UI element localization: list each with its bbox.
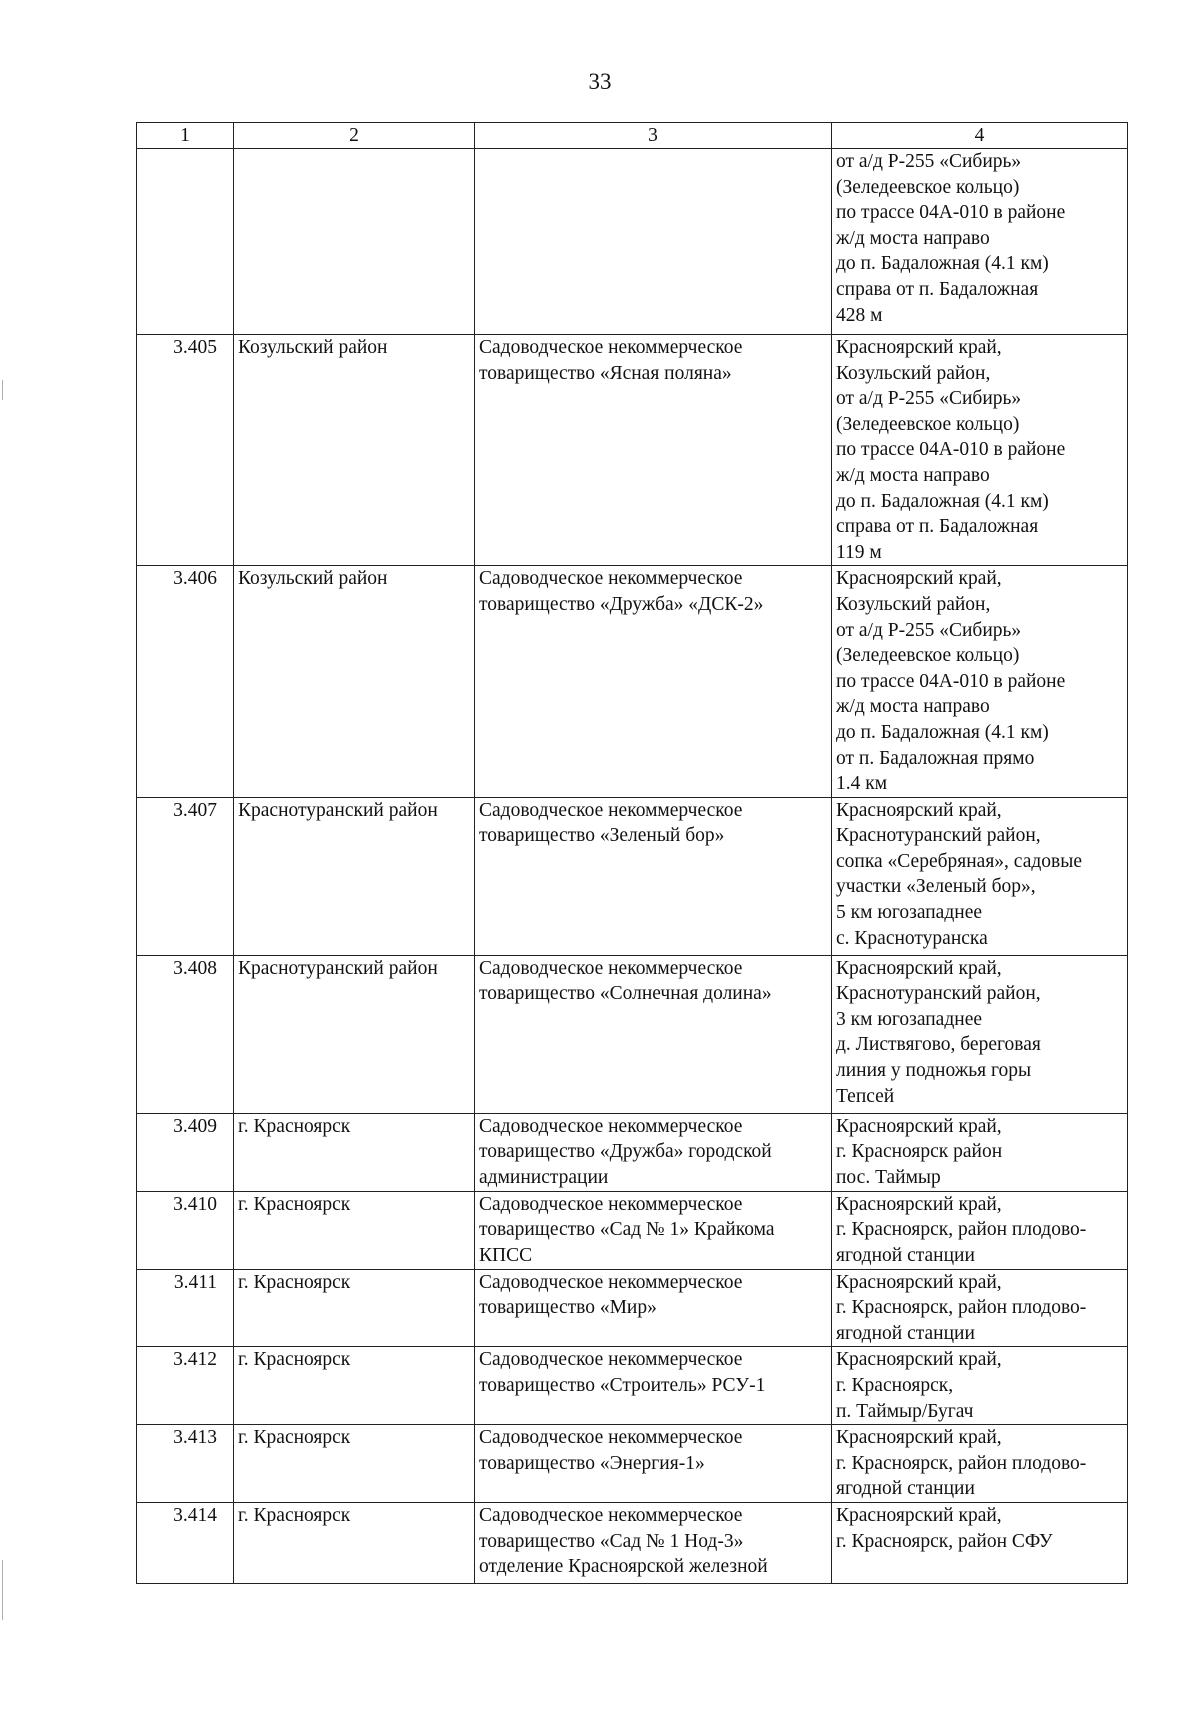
location-line: 119 м	[836, 541, 882, 563]
location-line: Козульский район,	[836, 362, 991, 384]
organization-name-line: Садоводческое некоммерческое	[479, 957, 743, 979]
organization-name-line: товарищество «Мир»	[479, 1297, 657, 1319]
location-cell	[832, 1269, 1128, 1347]
location-line: Красноярский край,	[836, 957, 1002, 979]
location-line: по трассе 04А-010 в районе	[836, 202, 1066, 224]
row-number: 3.407	[137, 797, 234, 955]
location-cell	[832, 1113, 1128, 1191]
organization-name-cell	[475, 1191, 832, 1269]
location-line: Краснотуранский район,	[836, 825, 1041, 847]
location-line: до п. Бадаложная (4.1 км)	[836, 490, 1049, 512]
location-line: 5 км югозападнее	[836, 902, 983, 924]
district-cell: Козульский район	[234, 335, 475, 566]
district-cell: г. Красноярск	[234, 1347, 475, 1425]
organization-name-line: товарищество «Сад № 1» Крайкома	[479, 1219, 775, 1241]
table-row	[137, 335, 1128, 566]
district-cell: г. Красноярск	[234, 1191, 475, 1269]
location-line: г. Красноярск,	[836, 1375, 954, 1397]
location-line: от а/д Р-255 «Сибирь»	[836, 388, 1022, 410]
organization-name-line: КПСС	[479, 1244, 533, 1266]
row-number: 3.410	[137, 1191, 234, 1269]
district-cell	[234, 149, 475, 335]
table-row	[137, 1269, 1128, 1347]
row-number	[137, 149, 234, 335]
organization-name-cell	[475, 797, 832, 955]
location-line: г. Красноярск, район плодово-	[836, 1452, 1087, 1474]
location-line: Красноярский край,	[836, 799, 1002, 821]
organization-name-cell	[475, 1269, 832, 1347]
table-row	[137, 1347, 1128, 1425]
table-row	[137, 955, 1128, 1113]
organization-name-cell	[475, 1425, 832, 1503]
location-line: Красноярский край,	[836, 1349, 1002, 1371]
organization-name-cell	[475, 1347, 832, 1425]
location-line: (Зеледеевское кольцо)	[836, 645, 1020, 667]
location-line: ягодной станции	[836, 1478, 975, 1500]
table-header-row	[137, 123, 1128, 149]
column-header-district: 2	[234, 123, 475, 149]
location-line: 428 м	[836, 304, 883, 326]
location-line: г. Красноярск, район плодово-	[836, 1297, 1087, 1319]
location-cell	[832, 149, 1128, 335]
location-line: (Зеледеевское кольцо)	[836, 413, 1020, 435]
organization-name-line: отделение Красноярской железной	[479, 1556, 768, 1578]
location-line: до п. Бадаложная (4.1 км)	[836, 721, 1049, 743]
district-cell: Козульский район	[234, 566, 475, 797]
location-line: участки «Зеленый бор»,	[836, 876, 1036, 898]
organization-name-line: Садоводческое некоммерческое	[479, 1505, 743, 1527]
organization-name-cell	[475, 1503, 832, 1584]
row-number: 3.411	[137, 1269, 234, 1347]
location-line: по трассе 04А-010 в районе	[836, 670, 1066, 692]
district-cell: г. Красноярск	[234, 1425, 475, 1503]
row-number: 3.414	[137, 1503, 234, 1584]
location-cell	[832, 566, 1128, 797]
scan-edge-mark	[2, 1560, 3, 1620]
location-line: ж/д моста направо	[836, 696, 990, 718]
location-line: Красноярский край,	[836, 1427, 1002, 1449]
location-line: по трассе 04А-010 в районе	[836, 439, 1066, 461]
location-line: Тепсей	[836, 1085, 895, 1107]
table-row	[137, 1503, 1128, 1584]
location-line: ж/д моста направо	[836, 227, 990, 249]
district-cell: г. Красноярск	[234, 1503, 475, 1584]
location-line: д. Листвягово, береговая	[836, 1034, 1041, 1056]
district-cell: г. Красноярск	[234, 1113, 475, 1191]
location-line: 1.4 км	[836, 773, 888, 795]
organization-name-line: Садоводческое некоммерческое	[479, 1115, 743, 1137]
location-line: Красноярский край,	[836, 1505, 1002, 1527]
column-header-number: 1	[137, 123, 234, 149]
organization-name-line: Садоводческое некоммерческое	[479, 337, 743, 358]
registry-table	[136, 122, 1128, 1584]
table-row	[137, 1113, 1128, 1191]
organization-name-line: Садоводческое некоммерческое	[479, 1349, 743, 1371]
location-line: г. Красноярск, район плодово-	[836, 1219, 1087, 1241]
location-line: сопка «Серебряная», садовые	[836, 850, 1082, 872]
table-row	[137, 566, 1128, 797]
location-cell	[832, 1425, 1128, 1503]
organization-name-line: товарищество «Ясная поляна»	[479, 362, 732, 384]
location-line: от а/д Р-255 «Сибирь»	[836, 619, 1022, 641]
row-number: 3.409	[137, 1113, 234, 1191]
location-line: Красноярский край,	[836, 568, 1002, 590]
organization-name-line: Садоводческое некоммерческое	[479, 568, 743, 590]
row-number: 3.413	[137, 1425, 234, 1503]
organization-name-cell	[475, 149, 832, 335]
location-line: от а/д Р-255 «Сибирь»	[836, 151, 1022, 172]
organization-name-line: товарищество «Сад № 1 Нод-3»	[479, 1530, 744, 1552]
location-line: ягодной станции	[836, 1322, 975, 1344]
row-number: 3.406	[137, 566, 234, 797]
location-line: 3 км югозападнее	[836, 1008, 983, 1030]
location-cell	[832, 1503, 1128, 1584]
organization-name-line: товарищество «Энергия-1»	[479, 1452, 705, 1474]
table-row	[137, 1425, 1128, 1503]
location-cell	[832, 335, 1128, 566]
location-line: до п. Бадаложная (4.1 км)	[836, 253, 1049, 275]
table-body	[137, 149, 1128, 1584]
organization-name-line: товарищество «Дружба» городской	[479, 1141, 772, 1163]
location-line: справа от п. Бадаложная	[836, 516, 1039, 538]
location-cell	[832, 1191, 1128, 1269]
organization-name-line: товарищество «Солнечная долина»	[479, 983, 772, 1005]
organization-name-cell	[475, 955, 832, 1113]
column-header-name: 3	[475, 123, 832, 149]
organization-name-line: Садоводческое некоммерческое	[479, 1271, 743, 1293]
organization-name-line: Садоводческое некоммерческое	[479, 1427, 743, 1449]
location-line: ж/д моста направо	[836, 464, 990, 486]
location-line: справа от п. Бадаложная	[836, 278, 1039, 300]
location-line: ягодной станции	[836, 1244, 975, 1266]
row-number: 3.405	[137, 335, 234, 566]
location-line: Красноярский край,	[836, 337, 1002, 358]
location-cell	[832, 1347, 1128, 1425]
column-header-location: 4	[832, 123, 1128, 149]
organization-name-cell	[475, 335, 832, 566]
table-row	[137, 149, 1128, 335]
location-line: Красноярский край,	[836, 1193, 1002, 1215]
district-cell: г. Красноярск	[234, 1269, 475, 1347]
location-line: линия у подножья горы	[836, 1060, 1032, 1082]
location-line: Красноярский край,	[836, 1271, 1002, 1293]
district-cell: Краснотуранский район	[234, 797, 475, 955]
location-line: Козульский район,	[836, 593, 991, 615]
location-line: п. Таймыр/Бугач	[836, 1400, 974, 1422]
location-line: от п. Бадаложная прямо	[836, 747, 1035, 769]
table-row	[137, 797, 1128, 955]
page-number: 33	[588, 69, 612, 94]
organization-name-line: администрации	[479, 1166, 609, 1188]
organization-name-cell	[475, 1113, 832, 1191]
scan-edge-mark	[2, 380, 3, 400]
location-line: Красноярский край,	[836, 1115, 1002, 1137]
location-cell	[832, 955, 1128, 1113]
location-line: пос. Таймыр	[836, 1166, 941, 1188]
district-cell: Краснотуранский район	[234, 955, 475, 1113]
location-line: г. Красноярск район	[836, 1141, 1003, 1163]
location-line: с. Краснотуранска	[836, 927, 988, 949]
table-row	[137, 1191, 1128, 1269]
row-number: 3.408	[137, 955, 234, 1113]
organization-name-line: товарищество «Строитель» РСУ-1	[479, 1375, 766, 1397]
location-cell	[832, 797, 1128, 955]
organization-name-cell	[475, 566, 832, 797]
organization-name-line: Садоводческое некоммерческое	[479, 799, 743, 821]
organization-name-line: Садоводческое некоммерческое	[479, 1193, 743, 1215]
location-line: Краснотуранский район,	[836, 983, 1041, 1005]
location-line: г. Красноярск, район СФУ	[836, 1530, 1053, 1552]
row-number: 3.412	[137, 1347, 234, 1425]
organization-name-line: товарищество «Дружба» «ДСК-2»	[479, 593, 764, 615]
location-line: (Зеледеевское кольцо)	[836, 176, 1020, 198]
organization-name-line: товарищество «Зеленый бор»	[479, 825, 725, 847]
